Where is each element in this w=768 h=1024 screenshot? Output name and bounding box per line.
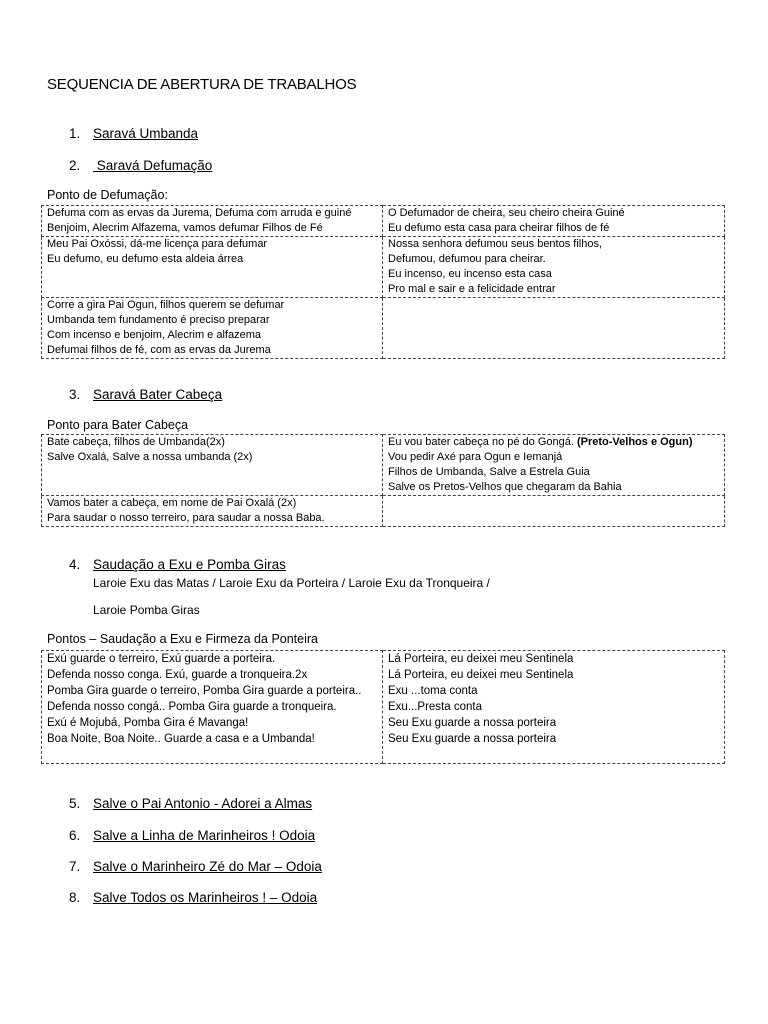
table-cell <box>383 435 725 496</box>
defumacao-table <box>41 205 725 359</box>
table-row <box>42 651 725 764</box>
laroie-line-1: Laroie Exu das Matas / Laroie Exu da Porteira / Laroie Exu da Tronqueira / <box>93 576 490 590</box>
table-cell: Corre a gira Pai Ogun, filhos querem se defumar Umbanda tem fundamento é preciso preparar Com incenso e benjoim, Alecrim e alfazema Defumai filhos de fé, com as ervas da Jurema <box>42 298 383 359</box>
item-number: 1. <box>69 126 81 141</box>
item-label: Salve a Linha de Marinheiros ! Odoia <box>93 828 316 843</box>
bater-cabeca-heading: Ponto para Bater Cabeça <box>47 418 189 432</box>
table-row <box>42 206 725 237</box>
table-cell <box>383 496 725 527</box>
table-row <box>42 435 725 496</box>
cell-text: Vou pedir Axé para Ogun e Iemanjá Filhos de Umbanda, Salve a Estrela Guia Salve os Pretos-Velhos que chegaram da Bahia <box>388 451 622 493</box>
list-item-2 <box>69 158 212 173</box>
laroie-line-2: Laroie Pomba Giras <box>93 603 200 617</box>
item-number: 5. <box>69 796 81 811</box>
item-label: Saudação a Exu e Pomba Giras <box>93 557 286 572</box>
table-cell: O Defumador de cheira, seu cheiro cheira Guiné Eu defumo esta casa para cheirar filhos de fé <box>383 206 725 237</box>
list-item-5 <box>69 796 312 811</box>
table-row <box>42 298 725 359</box>
list-item-3 <box>69 387 222 402</box>
exu-table <box>41 650 725 764</box>
item-number: 3. <box>69 387 81 402</box>
table-row <box>42 496 725 527</box>
list-item-1 <box>69 126 198 141</box>
item-label: Saravá Bater Cabeça <box>93 387 223 402</box>
table-row <box>42 237 725 298</box>
item-label: Saravá Umbanda <box>93 126 199 141</box>
table-cell: Nossa senhora defumou seus bentos filhos, Defumou, defumou para cheirar. Eu incenso, eu incenso esta casa Pro mal e sair e a felicidade entrar <box>383 237 725 298</box>
table-cell: Lá Porteira, eu deixei meu Sentinela Lá Porteira, eu deixei meu Sentinela Exu ...toma conta Exu...Presta conta Seu Exu guarde a nossa porteira Seu Exu guarde a nossa porteira <box>383 651 725 764</box>
item-label: Saravá Defumação <box>93 158 213 173</box>
item-number: 2. <box>69 158 81 173</box>
defumacao-heading: Ponto de Defumação: <box>47 188 168 202</box>
bater-cabeca-table <box>41 434 725 527</box>
item-number: 8. <box>69 890 81 905</box>
table-cell: Defuma com as ervas da Jurema, Defuma com arruda e guiné Benjoim, Alecrim Alfazema, vamos defumar Filhos de Fé <box>42 206 383 237</box>
list-item-8 <box>69 890 317 905</box>
item-number: 4. <box>69 557 81 572</box>
item-number: 7. <box>69 859 81 874</box>
item-label: Salve o Marinheiro Zé do Mar – Odoia <box>93 859 322 874</box>
cell-bold-note: (Preto-Velhos e Ogun) <box>576 436 693 448</box>
item-label: Salve o Pai Antonio - Adorei a Almas <box>93 796 313 811</box>
table-cell: Meu Pai Oxóssi, dá-me licença para defumar Eu defumo, eu defumo esta aldeia árrea <box>42 237 383 298</box>
table-cell: Bate cabeça, filhos de Umbanda(2x) Salve Oxalá, Salve a nossa umbanda (2x) <box>42 435 383 496</box>
list-item-6 <box>69 828 315 843</box>
table-cell: Vamos bater a cabeça, em nome de Pai Oxalá (2x) Para saudar o nosso terreiro, para saudar a nossa Baba. <box>42 496 383 527</box>
table-cell: Exú guarde o terreiro, Exú guarde a porteira. Defenda nosso conga. Exú, guarde a tronqueira.2x Pomba Gira guarde o terreiro, Pomba Gira guarde a porteira.. Defenda nosso congá.. Pomba Gira guarde a tronqueira. Exú é Mojubá, Pomba Gira é Mavanga! Boa Noite, Boa Noite.. Guarde a casa e a Umbanda! <box>42 651 383 764</box>
table-cell <box>383 298 725 359</box>
list-item-7 <box>69 859 322 874</box>
list-item-4 <box>69 557 286 572</box>
document-title: SEQUENCIA DE ABERTURA DE TRABALHOS <box>47 76 357 93</box>
item-number: 6. <box>69 828 81 843</box>
item-label: Salve Todos os Marinheiros ! – Odoia <box>93 890 318 905</box>
exu-heading: Pontos – Saudação a Exu e Firmeza da Ponteira <box>47 632 318 646</box>
cell-text: Eu vou bater cabeça no pé do Gongá. <box>388 436 577 448</box>
